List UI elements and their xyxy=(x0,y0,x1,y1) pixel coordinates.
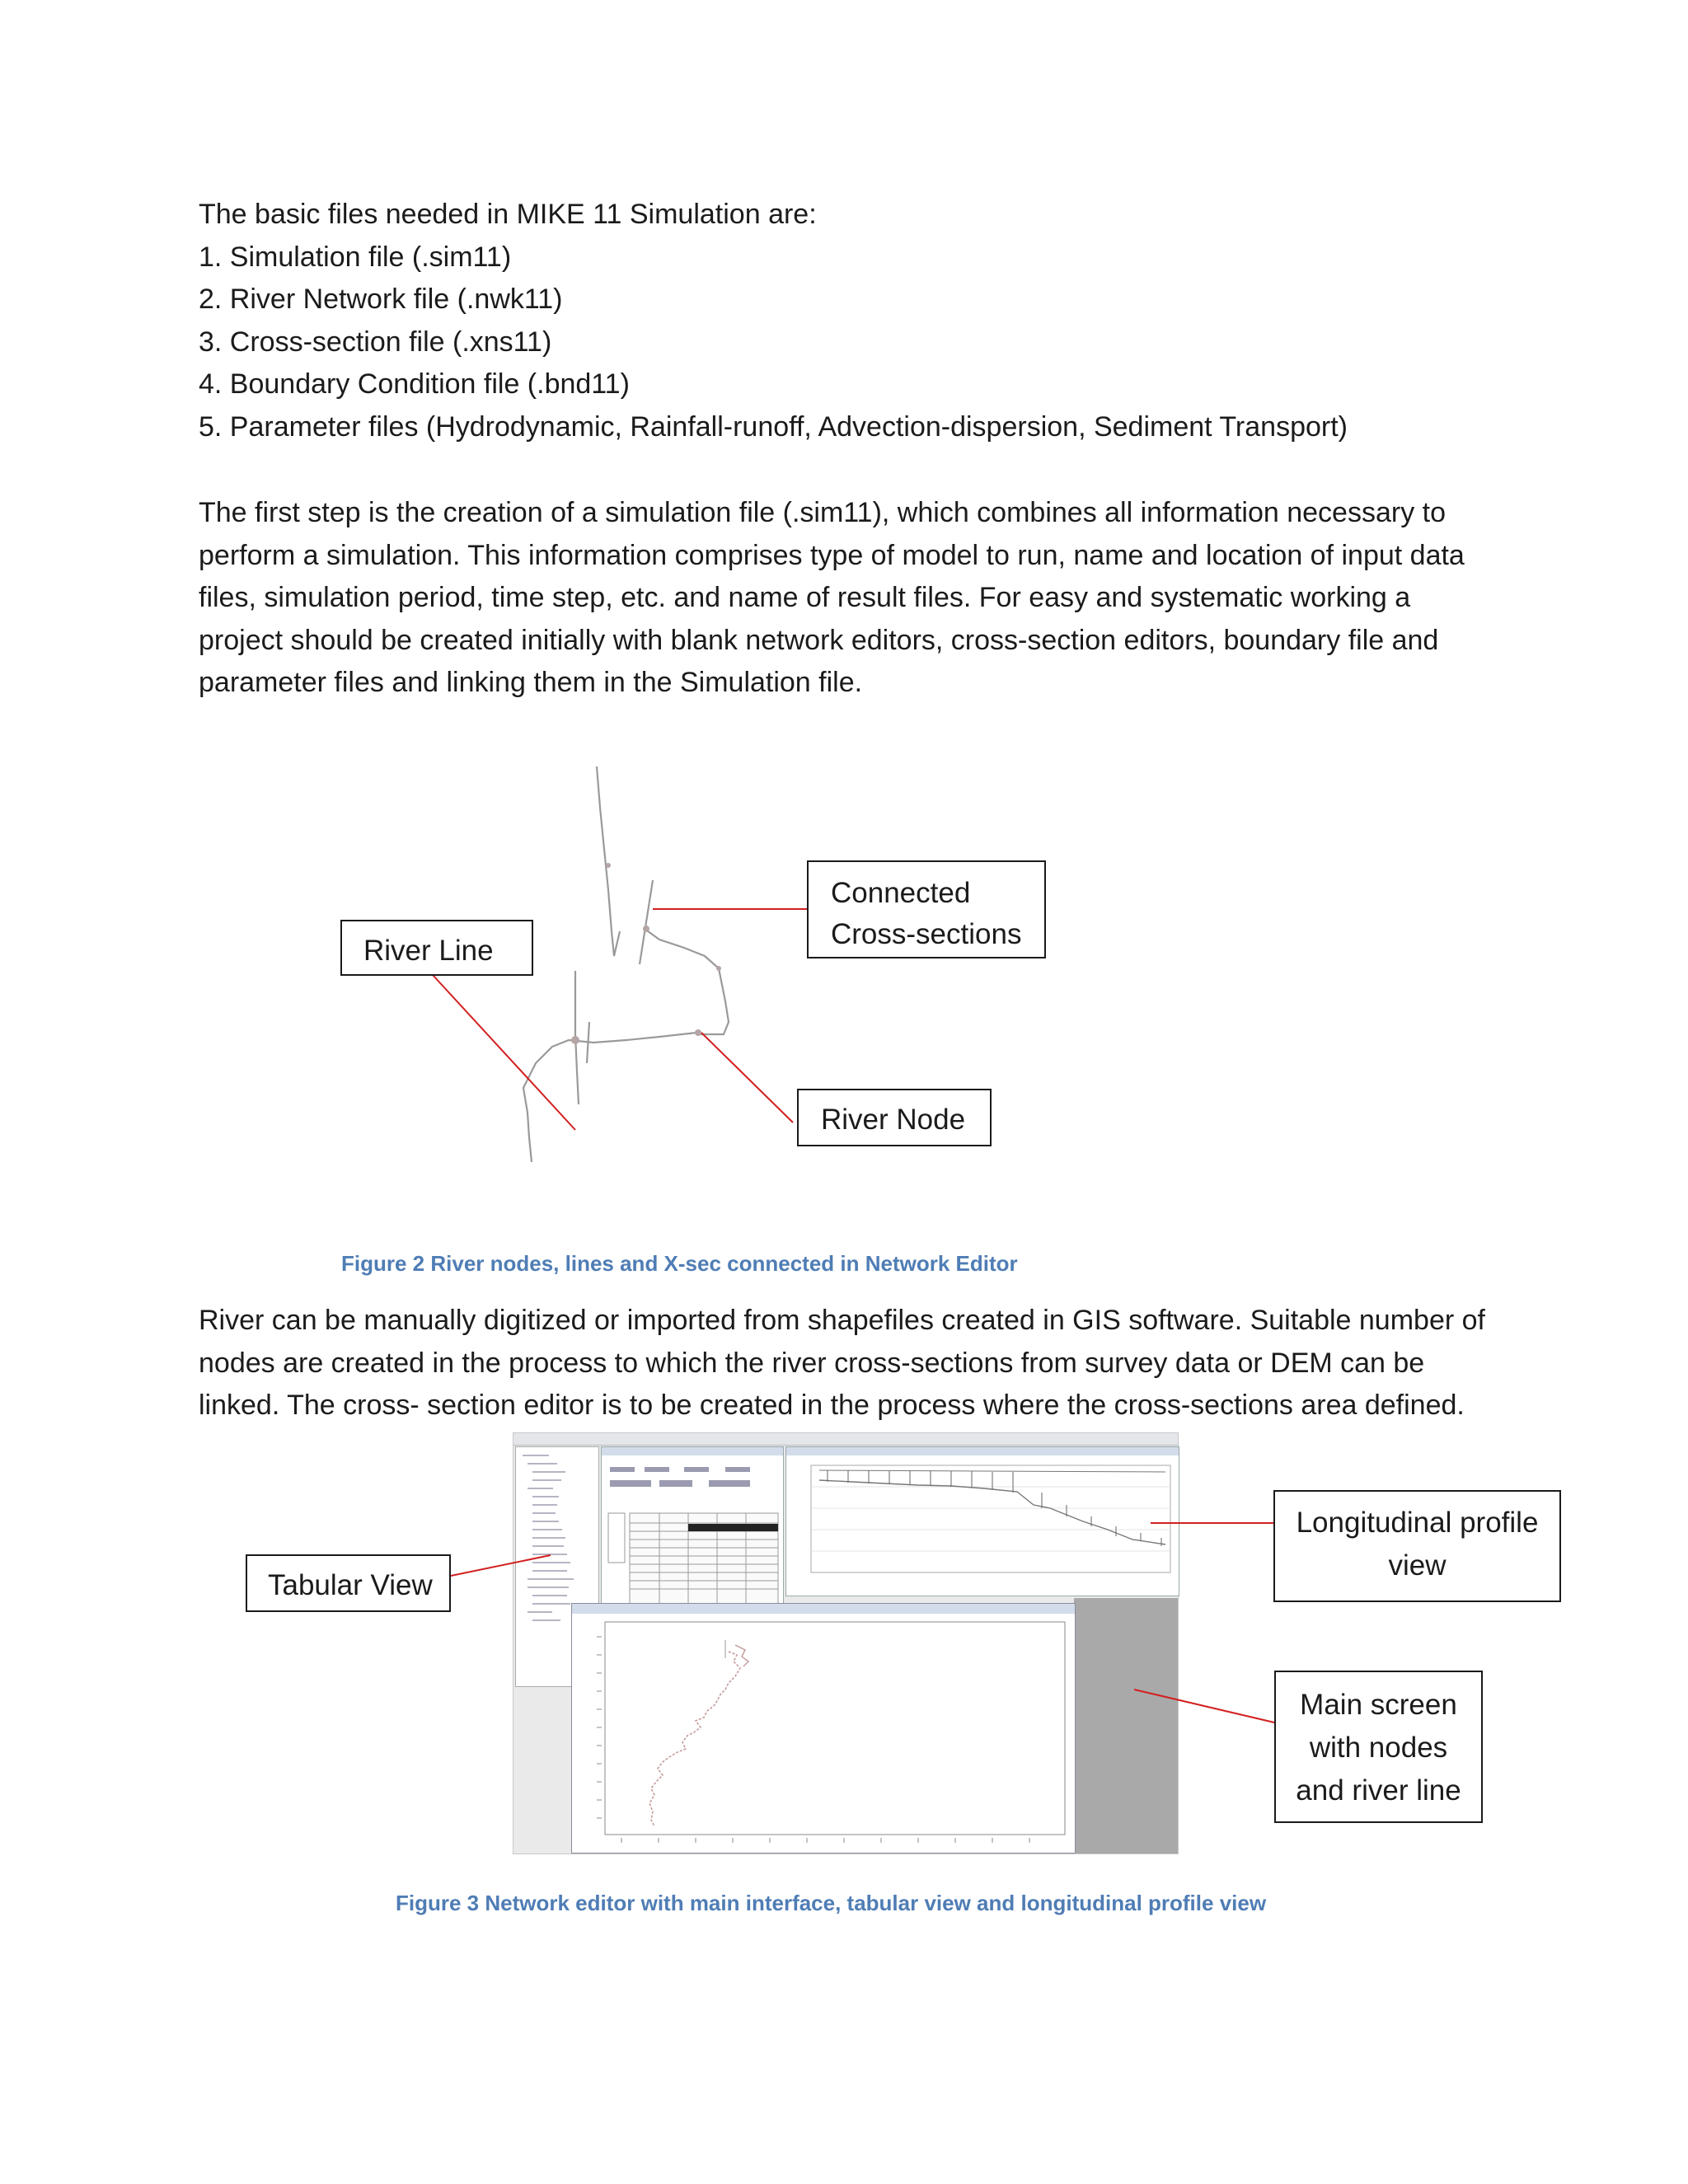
text-line: linked. The cross- section editor is to be created in the process where the cross-sections area defined. xyxy=(199,1390,1465,1421)
callout-text: view xyxy=(1388,1549,1447,1582)
callout-text: Main screen xyxy=(1300,1689,1457,1721)
callout-text: with nodes xyxy=(1309,1732,1448,1764)
leader-line xyxy=(1134,1690,1274,1722)
intro-heading: The basic files needed in MIKE 11 Simulation are: xyxy=(199,199,817,230)
callout-text: and river line xyxy=(1296,1774,1461,1807)
list-item: 2. River Network file (.nwk11) xyxy=(199,284,563,315)
leader-line xyxy=(451,1555,551,1576)
list-item: 5. Parameter files (Hydrodynamic, Rainfall-runoff, Advection-dispersion, Sediment Transport) xyxy=(199,410,1348,443)
text-line: River can be manually digitized or imported from shapefiles created in GIS software. Suitable number of xyxy=(199,1305,1485,1336)
callout-longitudinal-profile xyxy=(1273,1490,1561,1602)
callout-text: Connected xyxy=(831,877,971,909)
text-line: project should be created initially with blank network editors, cross-section editors, boundary file and xyxy=(199,624,1439,656)
callout-text: River Node xyxy=(821,1104,966,1136)
text-line: files, simulation period, time step, etc. and name of result files. For easy and systematic working a xyxy=(199,582,1411,613)
list-item: 4. Boundary Condition file (.bnd11) xyxy=(199,368,630,400)
figure2-caption: Figure 2 River nodes, lines and X-sec connected in Network Editor xyxy=(341,1251,1018,1276)
list-item: 1. Simulation file (.sim11) xyxy=(199,241,512,273)
callout-tabular-view xyxy=(246,1554,451,1612)
callout-main-screen xyxy=(1274,1671,1483,1823)
text-line: nodes are created in the process to which the river cross-sections from survey data or DEM can be xyxy=(199,1347,1425,1379)
callout-text: Longitudinal profile xyxy=(1296,1507,1539,1539)
text-line: perform a simulation. This information comprises type of model to run, name and location of input data xyxy=(199,539,1465,571)
callout-text: Cross-sections xyxy=(831,918,1022,950)
callout-text: Tabular View xyxy=(268,1569,433,1601)
text-line: The first step is the creation of a simulation file (.sim11), which combines all information necessary to xyxy=(199,497,1446,528)
text-line: parameter files and linking them in the Simulation file. xyxy=(199,667,863,698)
figure3-caption: Figure 3 Network editor with main interface, tabular view and longitudinal profile view xyxy=(396,1891,1267,1915)
list-item: 3. Cross-section file (.xns11) xyxy=(199,326,552,358)
callout-text: River Line xyxy=(363,935,494,967)
